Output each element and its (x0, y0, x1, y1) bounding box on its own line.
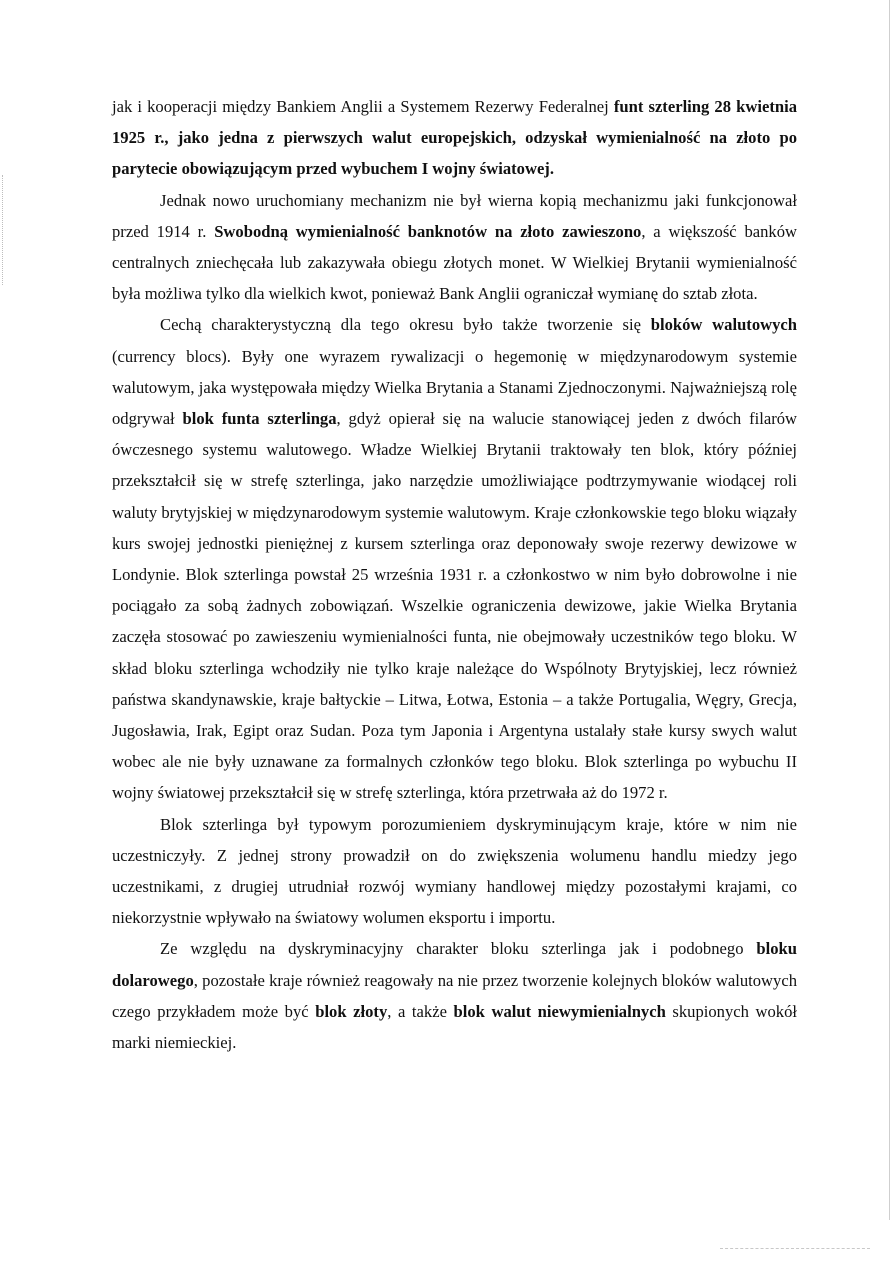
text-run: Cechą charakterystyczną dla tego okresu było także tworzenie się (160, 315, 651, 335)
text-run: Blok szterlinga był typowym porozumieniem dyskryminującym kraje, które w nim nie uczestniczyły. Z jednej strony prowadził on do zwiększenia wolumenu handlu miedzy jego uczestnikami, z drugiej utrudniał rozwój wymiany handlowej między pozostałymi krajami, co niekorzystnie wpływało na światowy wolumen eksportu i importu. (112, 814, 797, 928)
bold-term: bloków walutowych (650, 315, 797, 335)
text-run: , gdyż opierał się na walucie stanowiącej jeden z dwóch filarów ówczesnego systemu walutowego. Władze Wielkiej Brytanii traktowały ten blok, który później przekształcił się w strefę szterlinga, jako narzędzie umożliwiające podtrzymywanie wiodącej roli waluty brytyjskiej w międzynarodowym systemie walutowym. Kraje członkowskie tego bloku wiązały kurs swojej jednostki pieniężnej z kursem szterlinga oraz deponowały swoje rezerwy dewizowe w Londynie. Blok szterlinga powstał 25 września 1931 r. a członkostwo w nim było dobrowolne i nie pociągało za sobą żadnych zobowiązań. Wszelkie ograniczenia dewizowe, jakie Wielka Brytania zaczęła stosować po zawieszeniu wymienialności funta, nie obejmowały uczestników tego bloku. W skład bloku szterlinga wchodziły nie tylko kraje należące do Wspólnoty Brytyjskiej, lecz również państwa skandynawskie, kraje bałtyckie – Litwa, Łotwa, Estonia – a także Portugalia, Węgry, Grecja, Jugosławia, Irak, Egipt oraz Sudan. Poza tym Japonia i Argentyna ustalały stałe kursy swych walut wobec ale nie były uznawane za formalnych członków tego bloku. Blok szterlinga po wybuchu II wojny światowej przekształcił się w strefę szterlinga, która przetrwała aż do 1972 r. (112, 409, 797, 803)
bold-term: funt szterling 28 kwietnia 1925 r., jako jedna z pierwszych walut europejskich, odzyskał wymienialność na złoto po parytecie obowiązującym przed wybuchem I wojny światowej. (112, 97, 797, 179)
text-run: , a także (387, 1001, 454, 1021)
bold-term: blok funta szterlinga (182, 409, 337, 429)
scan-artifact-bottom (720, 1248, 870, 1249)
bold-term: Swobodną wymienialność banknotów na złoto zawieszono (214, 221, 642, 241)
paragraph-4 (112, 809, 797, 934)
paragraph-3 (112, 309, 797, 808)
bold-term: blok walut niewymienialnych (453, 1001, 666, 1021)
text-run: , a większość banków centralnych zniechęcała lub zakazywała obiegu złotych monet. W Wielkiej Brytanii wymienialność była możliwa tylko dla wielkich kwot, ponieważ Bank Anglii ograniczał wymianę do sztab złota. (112, 221, 797, 304)
scan-artifact-right-edge (889, 0, 890, 1220)
text-run: Jednak nowo uruchomiany mechanizm nie był wierna kopią mechanizmu jaki funkcjonował przed 1914 r. (112, 190, 797, 241)
scan-artifact-left (2, 175, 4, 285)
bold-term: bloku dolarowego (112, 939, 797, 990)
text-run: skupionych wokół marki niemieckiej. (112, 1001, 797, 1053)
paragraph-1 (112, 91, 797, 185)
text-run: jak i kooperacji między Bankiem Anglii a Systemem Rezerwy Federalnej (112, 97, 614, 116)
paragraph-2 (112, 185, 797, 310)
body-text (112, 91, 797, 1058)
bold-term: blok złoty (315, 1001, 388, 1021)
paragraph-5 (112, 933, 797, 1058)
text-run: Ze względu na dyskryminacyjny charakter bloku szterlinga jak i podobnego (160, 939, 757, 959)
text-run: , pozostałe kraje również reagowały na nie przez tworzenie kolejnych bloków walutowych czego przykładem może być (112, 970, 797, 1021)
text-run: (currency blocs). Były one wyrazem rywalizacji o hegemonię w międzynarodowym systemie walutowym, jaka występowała między Wielka Brytania a Stanami Zjednoczonymi. Najważniejszą rolę odgrywał (112, 346, 797, 429)
